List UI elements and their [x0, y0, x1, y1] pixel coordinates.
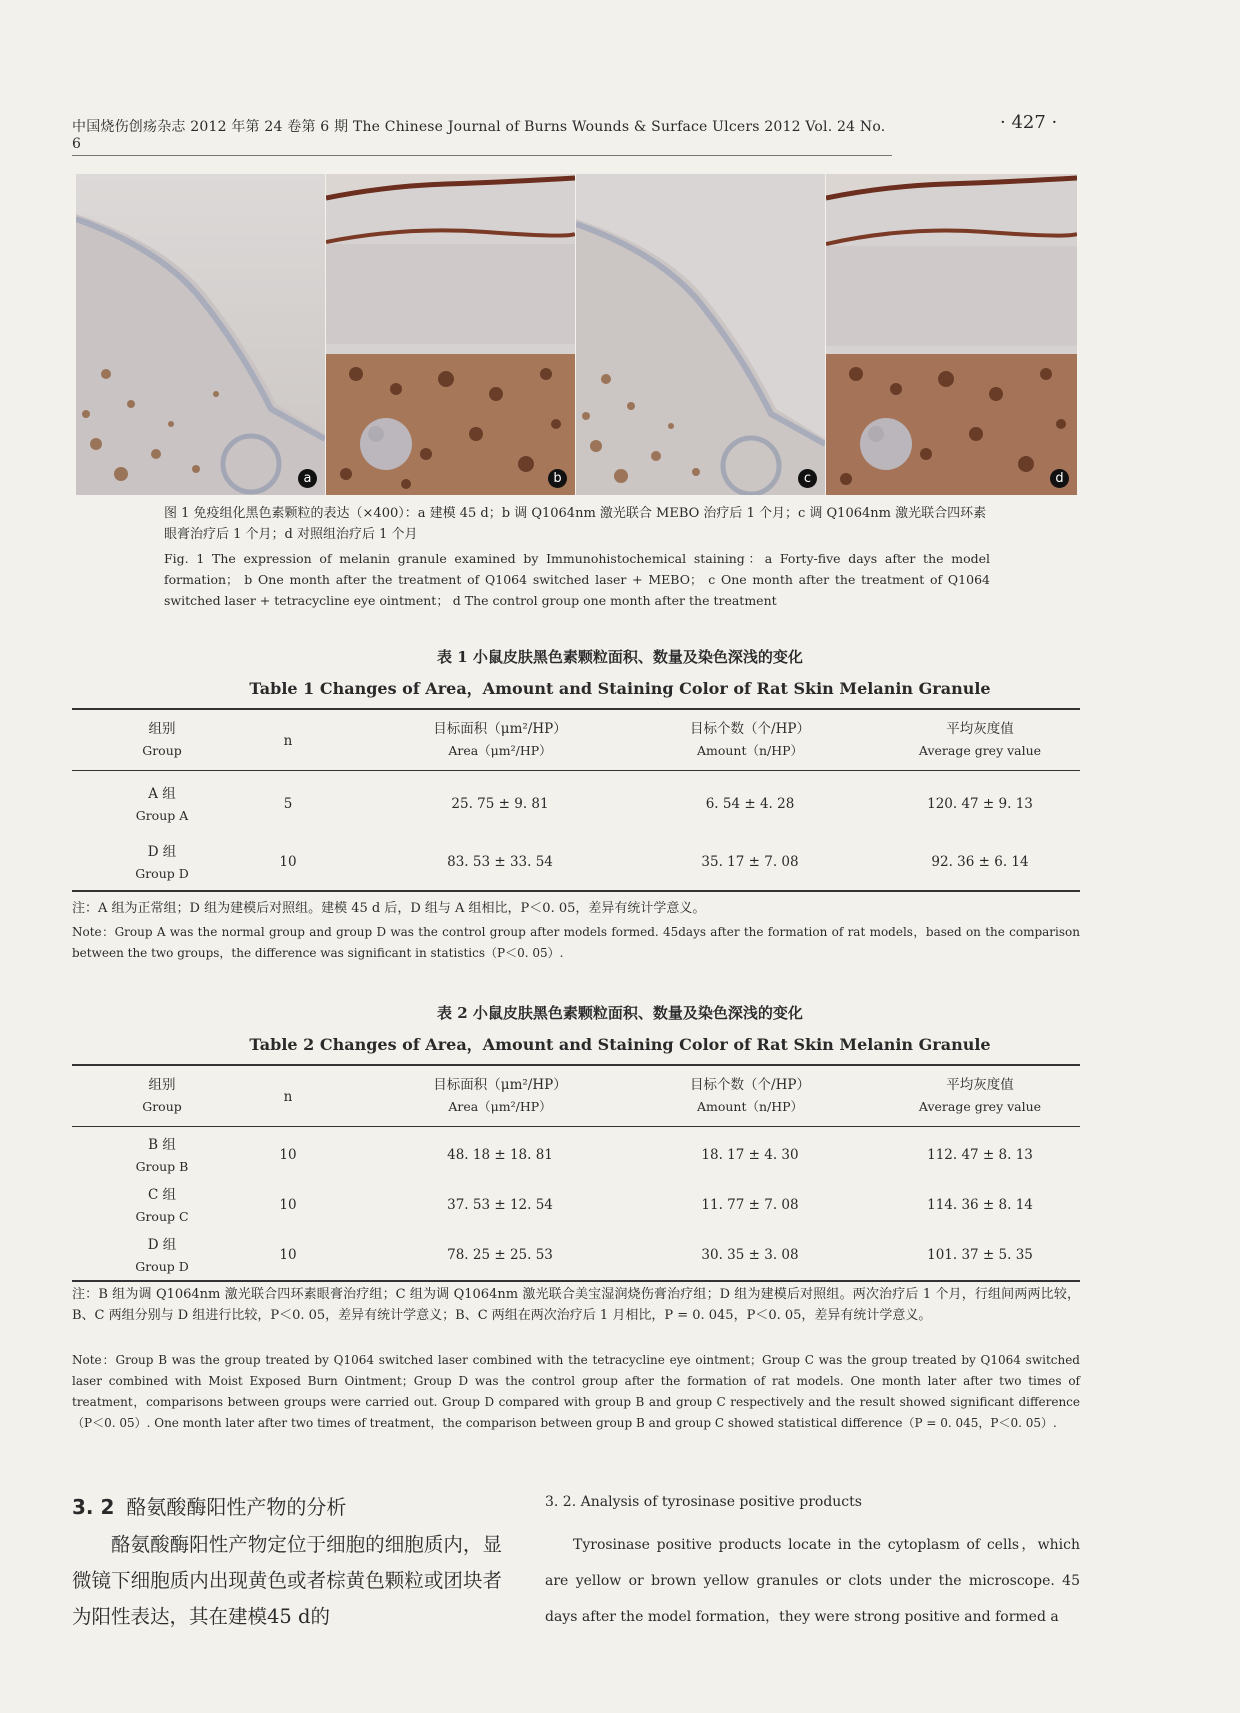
section-body-cn: 酪氨酸酶阳性产物定位于细胞的细胞质内，显微镜下细胞质内出现黄色或者棕黄色颗粒或团块者为阳性表达，其在建模45 d的 — [72, 1533, 502, 1628]
table2-top-rule — [72, 1064, 1080, 1066]
table1-header-amount: 目标个数（个/HP） Amount（n/HP） — [690, 721, 810, 758]
panel-label: a — [298, 469, 317, 488]
table1-header-area: 目标面积（μm²/HP） Area（μm²/HP） — [433, 721, 567, 758]
table-row: D 组 Group D — [135, 844, 189, 881]
table-cell: 114. 36 ± 8. 14 — [927, 1197, 1033, 1213]
table1-header-rule — [72, 770, 1080, 771]
table-cell: 48. 18 ± 18. 81 — [447, 1147, 553, 1163]
table2-header-n: n — [283, 1089, 293, 1105]
panel-label: b — [548, 469, 567, 488]
table-cell: 83. 53 ± 33. 54 — [447, 854, 553, 870]
section-body-en: Tyrosinase positive products locate in the cytoplasm of cells，which are yellow or brown yellow granules or clots under the microscope. 45 days after the model formation，they were strong positive and formed a — [545, 1537, 1080, 1625]
table2-header-rule — [72, 1126, 1080, 1127]
table-cell: 120. 47 ± 9. 13 — [927, 796, 1033, 812]
table2-header-amount: 目标个数（个/HP） Amount（n/HP） — [690, 1077, 810, 1114]
section-heading-en: 3. 2. Analysis of tyrosinase positive products — [545, 1494, 862, 1510]
table1-title-en: Table 1 Changes of Area，Amount and Staining Color of Rat Skin Melanin Granule — [249, 679, 991, 698]
table-cell: 11. 77 ± 7. 08 — [701, 1197, 799, 1213]
table1-note-cn: 注：A 组为正常组；D 组为建模后对照组。建模 45 d 后，D 组与 A 组相比，P＜0. 05，差异有统计学意义。 — [72, 901, 706, 916]
figure-caption-cn: 图 1 免疫组化黑色素颗粒的表达（×400）：a 建模 45 d；b 调 Q1064nm 激光联合 MEBO 治疗后 1 个月；c 调 Q1064nm 激光联合四环素眼膏治疗后 1 个月；d 对照组治疗后 1 个月 — [164, 506, 987, 542]
figure-caption-en: Fig. 1 The expression of melanin granule examined by Immunohistochemical staining：a Forty-five days after the model formation； b One month after the treatment of Q1064 switched laser + MEBO； c One month after the treatment of Q1064 switched laser + tetracycline eye ointment； d The control group one month after the treatment — [164, 551, 990, 608]
table2-title-en: Table 2 Changes of Area，Amount and Staining Color of Rat Skin Melanin Granule — [249, 1035, 991, 1054]
table1-title-cn: 表 1 小鼠皮肤黑色素颗粒面积、数量及染色深浅的变化 — [437, 648, 803, 666]
table-cell: 35. 17 ± 7. 08 — [701, 854, 799, 870]
table-cell: 25. 75 ± 9. 81 — [451, 796, 549, 812]
figure-1 — [76, 174, 1077, 495]
table-cell: 5 — [283, 796, 293, 812]
micrograph-panel-c — [576, 174, 825, 495]
table2-bottom-rule — [72, 1280, 1080, 1282]
panel-label: d — [1050, 469, 1069, 488]
table-cell: 10 — [279, 1147, 297, 1163]
table1-bottom-rule — [72, 890, 1080, 892]
table-row: D 组 Group D — [135, 1237, 189, 1274]
table2-header-grey: 平均灰度值 Average grey value — [918, 1077, 1042, 1114]
table-row: C 组 Group C — [135, 1187, 189, 1224]
table1-header-n: n — [283, 733, 293, 749]
table-cell: 10 — [279, 1197, 297, 1213]
table-row: A 组 Group A — [135, 786, 189, 823]
table-cell: 101. 37 ± 5. 35 — [927, 1247, 1033, 1263]
micrograph-panel-b — [326, 174, 575, 495]
table1-note-en: Note：Group A was the normal group and group D was the control group after models formed. 45days after the formation of rat models，based on the comparison between the two groups，the difference was significant in statistics（P＜0. 05）. — [72, 925, 1080, 960]
micrograph-panel-d — [826, 174, 1077, 495]
table-cell: 18. 17 ± 4. 30 — [701, 1147, 799, 1163]
page-number: · 427 · — [1000, 112, 1058, 133]
table2-header-area: 目标面积（μm²/HP） Area（μm²/HP） — [433, 1077, 567, 1114]
table2-note-cn: 注：B 组为调 Q1064nm 激光联合四环素眼膏治疗组；C 组为调 Q1064nm 激光联合美宝湿润烧伤膏治疗组；D 组为建模后对照组。两次治疗后 1 个月，行组间两两比较，B、C 两组分别与 D 组进行比较，P＜0. 05，差异有统计学意义；B、C 两组在两次治疗后 1 月相比，P = 0. 045，P＜0. 05，差异有统计学意义。 — [72, 1287, 1080, 1323]
table-cell: 6. 54 ± 4. 28 — [705, 796, 795, 812]
table2-note-en: Note：Group B was the group treated by Q1064 switched laser combined with the tetracycline eye ointment；Group C was the group treated by Q1064 switched laser combined with Moist Exposed Burn Ointment；Group D was the control group after the formation of rat models. One month later after two times of treatment，comparisons between groups were carried out. Group D compared with group B and group C respectively and the result showed significant difference（P＜0. 05）. One month later after two times of treatment，the comparison between group B and group C showed statistical difference（P = 0. 045，P＜0. 05）. — [72, 1353, 1080, 1430]
table-cell: 92. 36 ± 6. 14 — [931, 854, 1029, 870]
section-heading-cn: 3. 2 酪氨酸酶阳性产物的分析 — [72, 1495, 347, 1519]
table-cell: 78. 25 ± 25. 53 — [447, 1247, 553, 1263]
table-cell: 37. 53 ± 12. 54 — [447, 1197, 553, 1213]
table2-header-group: 组别 Group — [142, 1077, 182, 1114]
table-row: B 组 Group B — [135, 1137, 189, 1174]
table-cell: 10 — [279, 854, 297, 870]
table-cell: 10 — [279, 1247, 297, 1263]
table2-title-cn: 表 2 小鼠皮肤黑色素颗粒面积、数量及染色深浅的变化 — [437, 1004, 803, 1022]
table-cell: 30. 35 ± 3. 08 — [701, 1247, 799, 1263]
panel-label: c — [798, 469, 817, 488]
table1-top-rule — [72, 708, 1080, 710]
micrograph-panel-a — [76, 174, 325, 495]
table-cell: 112. 47 ± 8. 13 — [927, 1147, 1033, 1163]
table1-header-group: 组别 Group — [142, 721, 182, 758]
table1-header-grey: 平均灰度值 Average grey value — [918, 721, 1042, 758]
running-head: 中国烧伤创疡杂志 2012 年第 24 卷第 6 期 The Chinese Journal of Burns Wounds & Surface Ulcers 2012 Vol. 24 No. 6 — [72, 116, 892, 156]
